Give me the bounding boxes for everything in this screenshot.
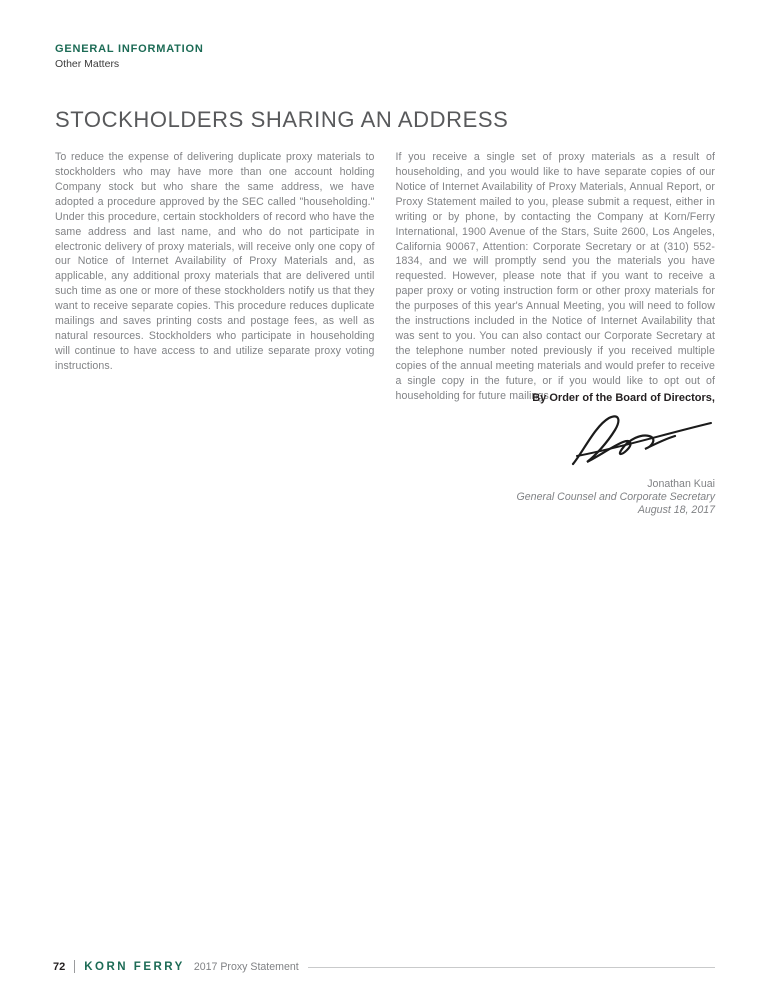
body-left-column: To reduce the expense of delivering duplicate proxy materials to stockholders who may have more than one account holding Company stock but who share the same address, we have adopted a procedure approved by the SEC called "householding." Under this procedure, certain stockholders of record who have the same address and last name, and who do not participate in electronic delivery of proxy materials, will receive only one copy of our Notice of Internet Availability of Proxy Materials and, as applicable, any additional proxy materials that are delivered until such time as one or more of these stockholders notify us that they want to receive separate copies. This procedure reduces duplicate mailings and saves printing costs and postage fees, as well as natural resources. Stockholders who participate in householding will continue to have access to and utilize separate proxy voting instructions. — [55, 151, 375, 372]
subsection-label: Other Matters — [55, 58, 120, 70]
page-title: STOCKHOLDERS SHARING AN ADDRESS — [55, 107, 509, 132]
section-header — [55, 43, 204, 70]
korn-ferry-logo: KORN FERRY — [84, 960, 185, 973]
signature — [395, 412, 715, 474]
signature-icon — [565, 412, 715, 472]
page-number: 72 — [53, 960, 66, 973]
section-label: GENERAL INFORMATION — [55, 43, 204, 55]
body-right-column: If you receive a single set of proxy materials as a result of householding, and you would like to have separate copies of our Notice of Internet Availability of Proxy Materials, Annual Report, or Proxy Statement mailed to you, please submit a request, either in writing or by phone, by contacting the Company at Korn/Ferry International, 1900 Avenue of the Stars, Suite 2600, Los Angeles, California 90067, Attention: Corporate Secretary or at (310) 552-1834, and we will promptly send you the materials you have requested. However, please note that if you want to receive a paper proxy or voting instruction form or other proxy materials for the purposes of this year's Annual Meeting, you will need to follow the instructions included in the Notice of Internet Availability that was sent to you. You can also contact our Corporate Secretary at the telephone number noted previously if you received multiple copies of the annual meeting materials and would prefer to receive a single copy in the future, or if you would like to opt out of householding for future mailings. — [395, 151, 715, 402]
signer-role: General Counsel and Corporate Secretary — [516, 491, 715, 503]
footer-divider — [74, 960, 75, 973]
body-columns — [55, 150, 715, 404]
page-footer — [53, 960, 715, 973]
signer-name: Jonathan Kuai — [647, 478, 715, 490]
by-order-line: By Order of the Board of Directors, — [532, 392, 715, 404]
closing-block — [395, 392, 715, 516]
footer-rule — [308, 967, 715, 968]
document-title: 2017 Proxy Statement — [193, 960, 299, 973]
signing-date: August 18, 2017 — [637, 504, 715, 516]
